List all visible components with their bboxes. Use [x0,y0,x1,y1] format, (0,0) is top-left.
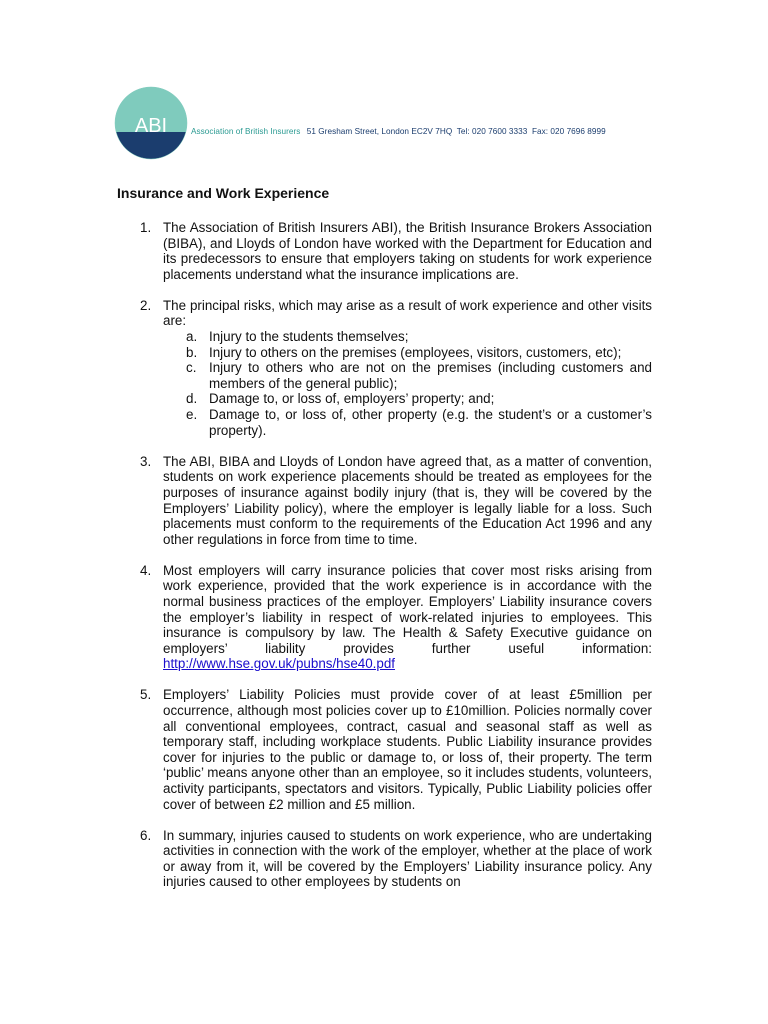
item-number: 1. [140,220,152,235]
item-number: 3. [140,453,152,469]
org-tel: Tel: 020 7600 3333 [456,127,528,136]
sub-item-a [163,329,652,345]
abi-logo [114,86,188,160]
item-text: In summary, injuries caused to students on work experience, who are undertaking activities in connection with the work of the employer, whether at the place of work or away from it, will be covered by the Employers’ Liability insurance policy. Any injuries caused to other employees by students on [163,827,652,890]
item-text: Employers’ Liability Policies must provide cover of at least £5million per occurrence, although most policies cover up to £10million. Policies normally cover all conventional employees, contract, casual and seasonal staff as well as temporary staff, including workplace students. Public Liability insurance provides cover for injuries to the public or damage to, or loss of, their property. The term ‘public’ means anyone other than an employee, so it includes students, volunteers, activity participants, spectators and visitors. Typically, Public Liability policies offer cover of between £2 million and £5 million. [163,687,652,812]
sub-letter: a. [186,329,198,345]
list-item-2 [117,298,652,438]
sub-letter: e. [186,407,198,423]
item-number: 4. [140,562,152,578]
list-item-6 [117,828,652,890]
list-item-1 [117,220,652,282]
numbered-list [117,220,652,906]
sub-letter: b. [186,344,198,360]
org-address: 51 Gresham Street, London EC2V 7HQ [306,127,453,136]
logo-text: ABI [134,115,168,137]
sub-item-b [163,345,652,361]
sub-text: Damage to, or loss of, other property (e.g. the student’s or a customer’s property). [209,407,652,438]
org-name: Association of British Insurers [191,127,301,136]
sub-item-c [163,360,652,391]
sub-item-e [163,407,652,438]
item-text: The ABI, BIBA and Lloyds of London have agreed that, as a matter of convention, students on work experience placements should be treated as employees for the purposes of insurance against bodily injury (that is, they will be covered by the Employers’ Liability policy), where the employer is legally liable for a loss. Such placements must conform to the requirements of the Education Act 1996 and any other regulations in force from time to time. [163,453,652,547]
item-number: 2. [140,297,152,313]
sub-letter: d. [186,391,198,407]
item-number: 6. [140,827,152,843]
item-text: The principal risks, which may arise as a result of work experience and other visits are: [163,297,652,329]
page-title: Insurance and Work Experience [117,185,330,201]
hse-guidance-link[interactable]: http://www.hse.gov.uk/pubns/hse40.pdf [163,656,396,672]
sub-text: Injury to the students themselves; [209,329,409,345]
org-fax: Fax: 020 7696 8999 [531,127,606,136]
sub-text: Injury to others who are not on the premises (including customers and members of the general public); [209,360,652,391]
item-text: Most employers will carry insurance policies that cover most risks arising from work experience, provided that the work experience is in accordance with the normal business practices of the employer. Employers’ Liability insurance covers the employer’s liability in respect of work-related injuries to employees. This insurance is compulsory by law. The Health & Safety Executive guidance on employers’ liability provides further useful information: [163,562,652,656]
sub-list [163,329,652,438]
letterhead [191,127,606,136]
list-item-3 [117,454,652,548]
item-text: The Association of British Insurers ABI), the British Insurance Brokers Association (BIBA), and Lloyds of London have worked with the Department for Education and its predecessors to ensure that employers taking on students for work experience placements understand what the insurance implications are. [163,220,652,282]
abi-logo-graphic [114,86,188,160]
sub-letter: c. [186,360,197,376]
list-item-5 [117,687,652,812]
sub-text: Damage to, or loss of, employers’ property; and; [209,391,495,407]
sub-item-d [163,391,652,407]
sub-text: Injury to others on the premises (employees, visitors, customers, etc); [209,344,622,360]
item-number: 5. [140,687,152,703]
list-item-4 [117,563,652,672]
